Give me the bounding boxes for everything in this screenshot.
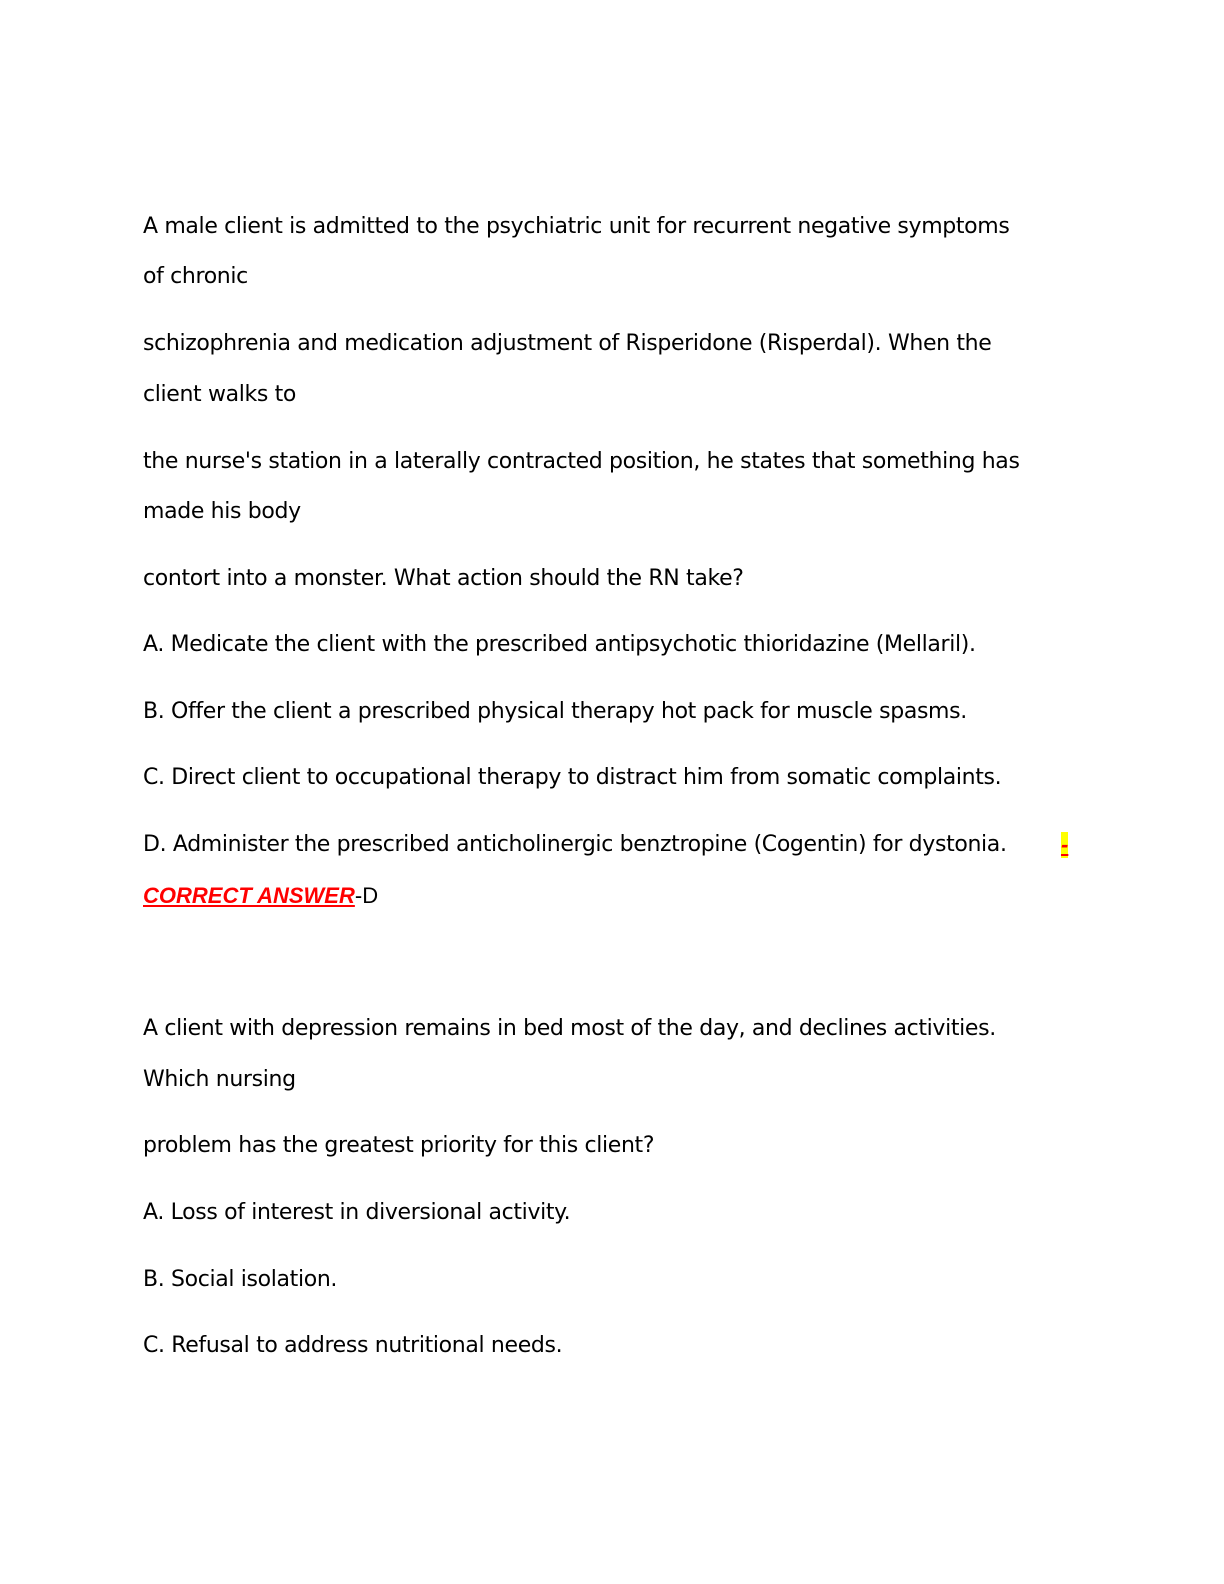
- answer-dash: -: [1061, 832, 1069, 857]
- question-1-option-c: C. Direct client to occupational therapy to distract him from somatic complaints.: [143, 765, 1002, 790]
- question-2-option-a: A. Loss of interest in diversional activity.: [143, 1200, 571, 1225]
- question-1-line-7: contort into a monster. What action should the RN take?: [143, 566, 744, 591]
- question-1-line-6: made his body: [143, 499, 301, 524]
- question-2-line-2: Which nursing: [143, 1067, 296, 1092]
- question-1-option-d: D. Administer the prescribed anticholinergic benztropine (Cogentin) for dystonia.: [143, 832, 1007, 857]
- question-1-line-2: of chronic: [143, 264, 248, 289]
- correct-answer-separator: -: [354, 883, 363, 908]
- correct-answer-value: D: [362, 883, 379, 908]
- question-1-line-1: A male client is admitted to the psychiatric unit for recurrent negative symptoms: [143, 214, 1010, 239]
- question-1-option-a: A. Medicate the client with the prescribed antipsychotic thioridazine (Mellaril).: [143, 632, 976, 657]
- question-1-option-b: B. Offer the client a prescribed physical therapy hot pack for muscle spasms.: [143, 699, 967, 724]
- question-1-line-3: schizophrenia and medication adjustment of Risperidone (Risperdal). When the: [143, 331, 992, 356]
- question-1-line-5: the nurse's station in a laterally contracted position, he states that something has: [143, 449, 1020, 474]
- question-1-line-4: client walks to: [143, 382, 297, 407]
- question-2-option-c: C. Refusal to address nutritional needs.: [143, 1333, 563, 1358]
- question-2-option-b: B. Social isolation.: [143, 1267, 338, 1292]
- correct-answer-label: CORRECT ANSWER: [143, 883, 355, 908]
- correct-answer-line: [143, 883, 378, 911]
- question-2-line-3: problem has the greatest priority for this client?: [143, 1133, 655, 1158]
- question-2-line-1: A client with depression remains in bed most of the day, and declines activities.: [143, 1016, 996, 1041]
